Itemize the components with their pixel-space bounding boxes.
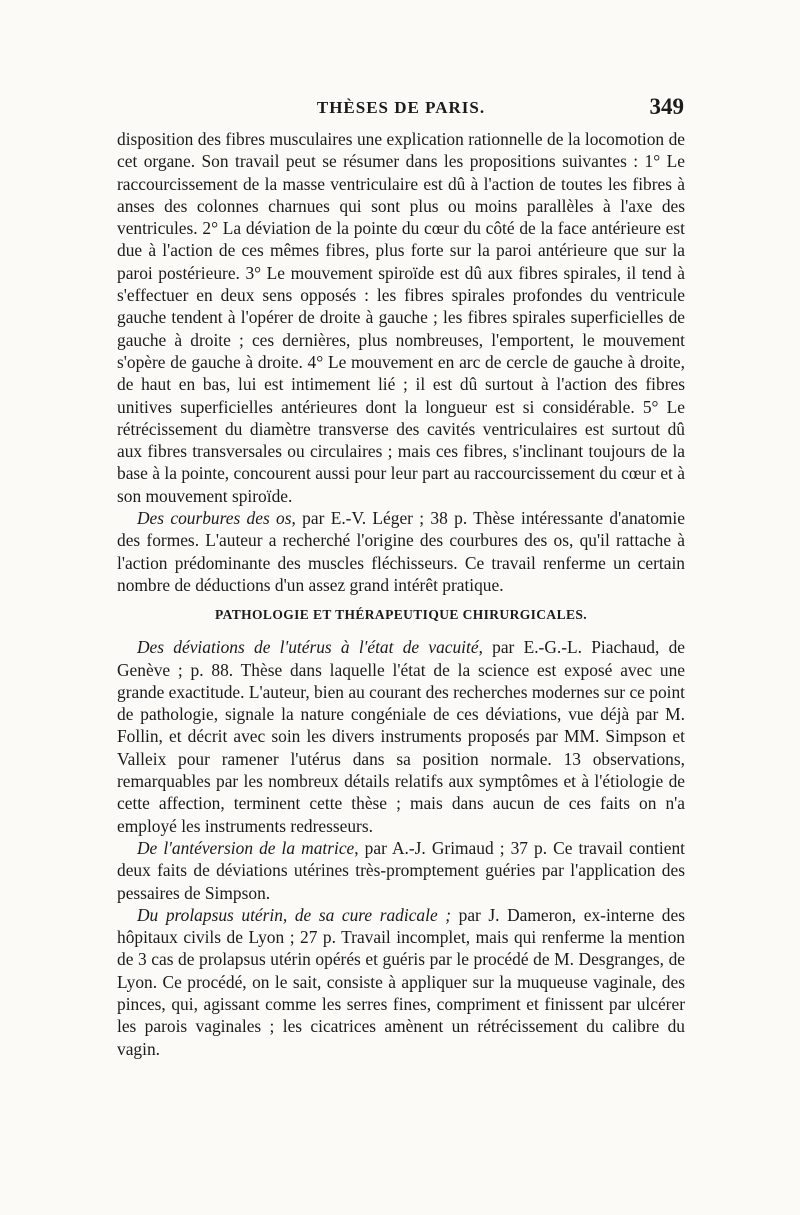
paragraph-grimaud — [117, 837, 685, 904]
thesis-review-prolapsus: par J. Dameron, ex-interne des hôpitaux civils de Lyon ; 27 p. Travail incomplet, mais qui renferme la mention de 3 cas de prolapsus utérin opérés et guéris par le procédé de M. Desgranges, de Lyon. Ce procédé, on le sait, consiste à appliquer sur la muqueuse vaginale, des pinces, qui, agissant comme les serres fines, compriment et finissent par ulcérer les parois vaginales ; les cicatrices amènent un rétrécissement du calibre du vagin. — [117, 904, 685, 1059]
paragraph-piachaud — [117, 636, 685, 837]
thesis-title-deviations: Des déviations de l'utérus à l'état de vacuité — [137, 637, 479, 658]
paragraph-leger — [117, 507, 685, 596]
running-title: THÈSES DE PARIS. — [316, 98, 486, 117]
page-number: 349 — [649, 94, 684, 119]
thesis-title-prolapsus: Du prolapsus utérin, de sa cure radicale ; — [137, 904, 452, 925]
running-head — [118, 94, 684, 124]
thesis-review-anteversion: , par A.-J. Grimaud ; 37 p. Ce travail contient deux faits de déviations utérines très-promptement guéries par l'application des pessaires de Simpson. — [117, 837, 686, 903]
thesis-title-courbures: Des courbures des os — [137, 508, 292, 529]
paragraph-continued: disposition des fibres musculaires une explication rationnelle de la locomotion de cet organe. Son travail peut se résumer dans les propositions suivantes : 1° Le raccourcissement de la masse ventriculaire est dû à l'action de toutes les fibres à anses des colonnes charnues qui sont plus ou moins parallèles à l'axe des ventricules. 2° La déviation de la pointe du cœur du côté de la face antérieure est due à l'action de ces mêmes fibres, plus forte sur la paroi antérieure que sur la paroi postérieure. 3° Le mouvement spiroïde est dû aux fibres spirales, il tend à s'effectuer en deux sens opposés : les fibres spirales profondes du ventricule gauche tendent à l'opérer de droite à gauche ; les fibres spirales superficielles de gauche à droite ; ces dernières, plus nombreuses, l'emportent, le mouvement s'opère de gauche à droite. 4° Le mouvement en arc de cercle de gauche à droite, de haut en bas, lui est intimement lié ; il est dû surtout à l'action des fibres unitives superficielles antérieures dont la longueur est si considérable. 5° Le rétrécissement du diamètre transverse des cavités ventriculaires est surtout dû aux fibres transversales ou circulaires ; mais ces fibres, s'inclinant toujours de la base à la pointe, concourent aussi pour leur part au raccourcissement du cœur et à son mouvement spiroïde. — [117, 129, 685, 506]
thesis-review-deviations: , par E.-G.-L. Piachaud, de Genève ; p. 88. Thèse dans laquelle l'état de la science est exposé avec une grande exactitude. L'auteur, bien au courant des recherches modernes sur ce point de pathologie, signale la nature congéniale de ces déviations, vue déjà par M. Follin, et décrit avec soin les divers instruments proposés par MM. Simpson et Valleix pour ramener l'utérus dans sa position normale. 13 observations, remarquables par les nombreux détails relatifs aux symptômes et à l'étiologie de cette affection, terminent cette thèse ; mais dans aucun de ces faits on n'a employé les instruments redresseurs. — [117, 637, 685, 836]
paragraph-dameron — [117, 904, 685, 1060]
thesis-review-courbures: , par E.-V. Léger ; 38 p. Thèse intéressante d'anatomie des formes. L'auteur a recherché l'origine des courbures des os, qu'il rattache à l'action prédominante des muscles fléchisseurs. Ce travail renferme un certain nombre de déductions d'un assez grand intérêt pratique. — [117, 508, 685, 595]
body-text — [117, 128, 685, 1060]
section-heading: PATHOLOGIE ET THÉRAPEUTIQUE CHIRURGICALES. — [214, 607, 588, 623]
thesis-title-anteversion: De l'antéversion de la matrice — [137, 837, 355, 858]
